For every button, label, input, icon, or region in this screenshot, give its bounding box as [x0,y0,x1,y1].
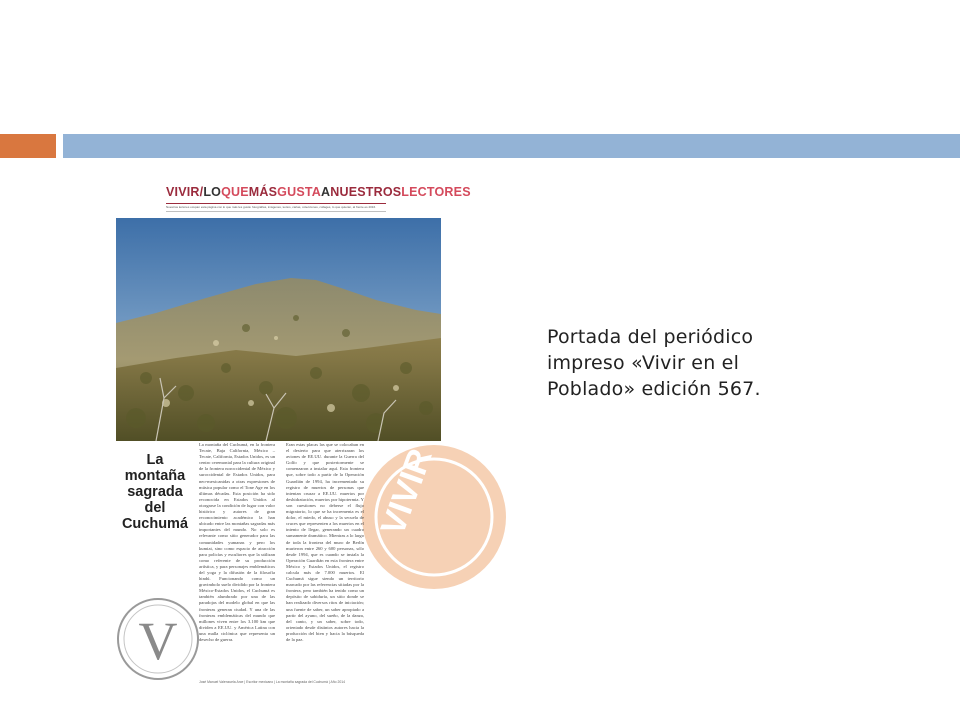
vivir-watermark-logo [354,442,441,592]
image-caption [547,324,807,402]
newspaper-cover-image [114,180,471,688]
svg-text:V: V [138,611,178,671]
article-credit: José Manuel Valenzuela Arce | Escritor mexicano | La montaña sagrada del Cuchumá | Año 2014 [199,680,346,684]
header-subtext: Nuestros lectores ocupan esta página con lo que más les gusta: fotografías, imágenes, textos, cartas, colecciones, collages, lo que quieran, al frente es 2016. [166,205,376,209]
caption-line-1: Portada del periódico [547,326,754,348]
accent-bar-orange [0,134,56,158]
article-column-1: La montaña del Cuchumá, en la frontera Tecate, Baja California, México – Tecate, California, Estados Unidos, es un centro ceremonial para la cultura original de la frontera noroccidental de México y suroccidental de Estados Unidos, para neo-mexicanidas a otras expresiones de música popular como el Tone Age en los últimas décadas. Esta posición ha sido reconocida en Estados Unidos al otorgarse la condición de lugar con valor histórico y autores de gran reconocimiento académico la han ubicado entre las montañas sagradas más importantes del mundo. No solo es relevante como sitio generador para las comunidades yumanas y pero los kumiai, sino como espacio de atracción para policías y escultores que la utilizan como referente de su producción artística, y para personajes emblemáticos del yoga y la difusión de la filosofía hindú. Funcionando como un gravimbolo suelo dividido por la frontera México-Estados Unidos, el Cuchumá es también alumbrado por una de las paradojas del modelo global en que las fronteras generan ciudad. Y una de las fronteras emblemáticas del mundo que millones viven entre los 3.100 km que dividen a EE.UU. y América Latina con una malla ciclónica que representa un desecho de guerra. [199,442,275,642]
article-title: La montaña sagrada del Cuchumá [121,452,189,532]
caption-line-3: Poblado» edición 567. [547,378,761,400]
header-rule-secondary [166,211,386,212]
svg-text:VIVIR: VIVIR [373,443,440,541]
article-column-2: Eran estas placas las que se colocaban en el desierto para que aterrizaran los aviones de EE.UU. durante la Guerra del Golfo y que posteriormente se comenzaron a instalar aquí. Esta frontera que, sobre todo a partir de la Operación Guardián de 1994, ha incrementado su registro de muertos de personas que intentan cruzar a EE.UU. muertos por deshidratación, muertos por hipotermia. Y son cuestiones no deberse el flujo migratorio, lo que se ha incrementa es el dolor, el miedo, el abuso y la secuela de cruces que representen a los muertos en el intento de llegar, generando un cuadro sumamente dramático. Mientras a lo largo de toda la frontera del muro de Berlín murieron entre 260 y 600 personas, sólo desde 1994, que es cuando se instala la Operación Guardián en esta frontera entre México y Estados Unidos, el registro calcula más de 7.000 muertos. El Cuchumá sigue siendo un territorio marcado por las referencias sitiadas por la frontera, pero también ha tenido como un depósito de sabiduría, un sitio donde se han realizado diversos ritos de iniciación; una fuente de saber, un saber apropiado a partir del ayuno, del sueño, de la danza, del canto, y un saber, sobre todo, orientado desde distintos autores hacia la producción del bien y hacia la búsqueda de la paz. [286,442,364,642]
caption-line-2: impreso «Vivir en el [547,352,740,374]
mountain-photo [116,218,441,441]
header-rule [166,203,386,204]
v-circle-logo [114,595,202,683]
newspaper-header: VIVIR/LOQUEMÁSGUSTAANUESTROSLECTORES [166,185,471,199]
accent-bar-blue [63,134,960,158]
